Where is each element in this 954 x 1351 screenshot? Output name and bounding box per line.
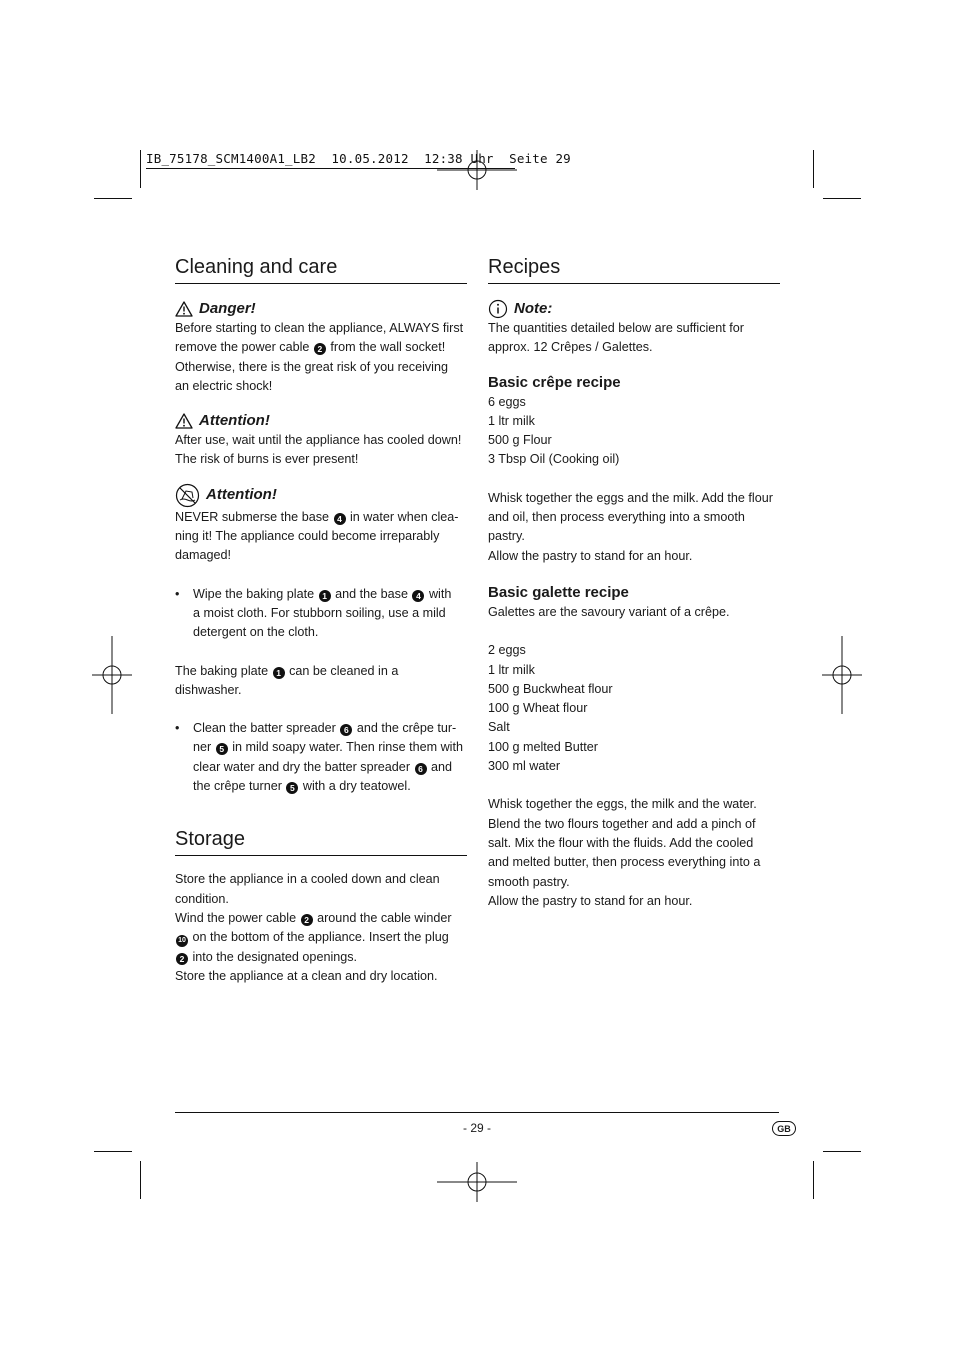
danger-heading bbox=[175, 299, 467, 319]
callout-number: 10 bbox=[176, 935, 188, 947]
crop-mark bbox=[94, 1151, 132, 1152]
galette-method: Whisk together the eggs, the milk and the water. Blend the two flours together and add a pinch of salt. Mix the flour with the fluids. Add the cooled and melted butter, then process everything into a smooth pastry. Allow the pastry to stand for an hour. bbox=[488, 797, 761, 908]
callout-number: 4 bbox=[412, 590, 424, 602]
crepe-method: Whisk together the eggs and the milk. Add the flour and oil, then process everything into a smooth pastry. Allow the pastry to stand for an hour. bbox=[488, 490, 773, 563]
registration-mark-bottom bbox=[437, 1162, 517, 1202]
note-title: Note: bbox=[514, 300, 553, 317]
callout-number: 1 bbox=[319, 590, 331, 602]
cleaning-heading: Cleaning and care bbox=[175, 254, 467, 284]
galette-recipe-heading: Basic galette recipe bbox=[488, 583, 629, 601]
warning-triangle-icon bbox=[175, 301, 193, 317]
left-column bbox=[175, 254, 467, 986]
warning-triangle-icon bbox=[175, 413, 193, 429]
dishwasher-note: The baking plate 1 can be cleaned in a dishwasher. bbox=[175, 663, 399, 697]
list-item: • Wipe the baking plate 1 and the base 4 with a moist cloth. For stubborn soiling, use a mild detergent on the cloth. bbox=[175, 586, 452, 640]
callout-number: 2 bbox=[301, 914, 313, 926]
registration-mark-right bbox=[822, 636, 862, 714]
attention-heading-1 bbox=[175, 411, 467, 431]
callout-number: 6 bbox=[415, 763, 427, 775]
callout-number: 1 bbox=[273, 667, 285, 679]
callout-number: 2 bbox=[176, 953, 188, 965]
callout-number: 5 bbox=[286, 782, 298, 794]
crepe-ingredients: 6 eggs 1 ltr milk 500 g Flour 3 Tbsp Oil (Cooking oil) bbox=[488, 394, 620, 467]
galette-ingredients: 2 eggs 1 ltr milk 500 g Buckwheat flour 100 g Wheat flour Salt 100 g melted Butter 300 ml water bbox=[488, 643, 613, 774]
registration-mark-left bbox=[92, 636, 132, 714]
crop-mark bbox=[813, 1161, 814, 1199]
note-heading bbox=[488, 299, 780, 319]
storage-heading: Storage bbox=[175, 826, 467, 856]
attention-heading-2 bbox=[175, 483, 467, 508]
callout-number: 5 bbox=[216, 743, 228, 755]
info-icon bbox=[488, 299, 508, 319]
country-badge: GB bbox=[772, 1121, 796, 1136]
callout-number: 6 bbox=[340, 724, 352, 736]
crop-mark bbox=[140, 150, 141, 188]
crop-mark bbox=[823, 198, 861, 199]
callout-number: 2 bbox=[314, 343, 326, 355]
attention-title: Attention! bbox=[206, 486, 277, 504]
galette-intro: Galettes are the savoury variant of a crêpe. bbox=[488, 604, 730, 619]
attention-text-2: NEVER submerse the base 4 in water when clea- ning it! The appliance could become irreparably damaged! bbox=[175, 509, 459, 563]
danger-text: Before starting to clean the appliance, ALWAYS first remove the power cable 2 from the wall socket! Otherwise, there is the great risk of you receiving an electric shock! bbox=[175, 321, 464, 393]
list-item: • Clean the batter spreader 6 and the crêpe tur- ner 5 in mild soapy water. Then rinse them with clear water and dry the batter spreader 6 and the crêpe turner 5 with a dry teatowel. bbox=[175, 721, 463, 794]
print-slug-line: IB_75178_SCM1400A1_LB2 10.05.2012 12:38 Uhr Seite 29 bbox=[146, 151, 571, 166]
callout-number: 4 bbox=[334, 513, 346, 525]
crop-mark bbox=[94, 198, 132, 199]
note-text: The quantities detailed below are sufficient for approx. 12 Crêpes / Galettes. bbox=[488, 321, 744, 355]
attention-title: Attention! bbox=[199, 412, 270, 430]
right-column bbox=[488, 254, 780, 911]
crepe-recipe-heading: Basic crêpe recipe bbox=[488, 373, 621, 391]
crop-mark bbox=[140, 1161, 141, 1199]
crop-mark bbox=[813, 150, 814, 188]
footer-rule bbox=[175, 1112, 779, 1113]
danger-title: Danger! bbox=[199, 300, 256, 317]
registration-mark-top bbox=[437, 150, 517, 190]
no-immersion-icon bbox=[175, 483, 200, 508]
recipes-heading: Recipes bbox=[488, 254, 780, 284]
crop-mark bbox=[823, 1151, 861, 1152]
storage-text: Store the appliance in a cooled down and clean condition. Wind the power cable 2 around the cable winder 10 on the bottom of the appliance. Insert the plug 2 into the designated openings. Store the appliance at a clean and dry location. bbox=[175, 872, 452, 983]
page-number: - 29 - bbox=[462, 1121, 491, 1135]
attention-text-1: After use, wait until the appliance has cooled down! The risk of burns is ever present! bbox=[175, 433, 462, 467]
